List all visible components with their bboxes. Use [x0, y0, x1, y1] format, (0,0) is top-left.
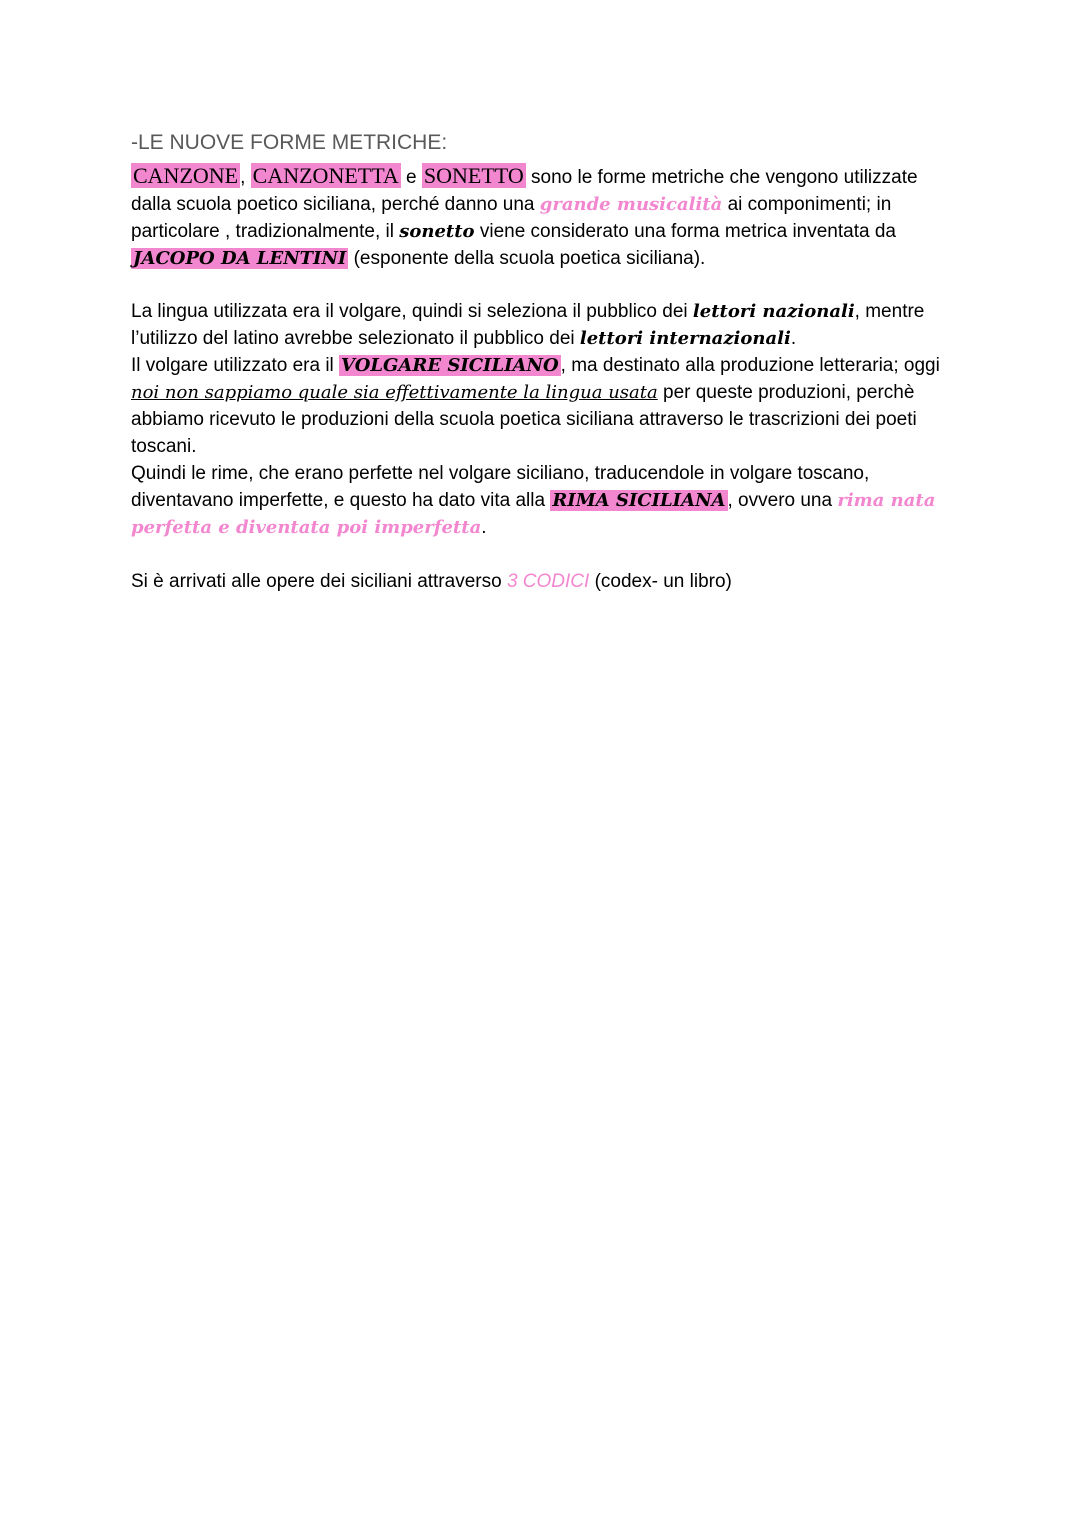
highlight-canzonetta: CANZONETTA — [252, 163, 399, 188]
text-run: , — [240, 167, 251, 188]
paragraph-metric-forms — [131, 162, 961, 272]
paragraph-codici — [131, 568, 961, 595]
paragraph-gap — [131, 272, 961, 298]
highlight-rima-siciliana: RIMA SICILIANA — [552, 490, 726, 511]
text-run: ai componimenti; in particolare , tradizionalmente, il — [131, 194, 892, 242]
text-run: sono le forme metriche che vengono utilizzate dalla scuola poetico siciliana, perché danno una — [131, 167, 918, 215]
text-run: , ma destinato alla produzione letteraria; oggi — [560, 355, 940, 376]
text-run: viene considerato una forma metrica inventata da — [474, 221, 896, 242]
text-run: Quindi le rime, che erano perfette nel volgare siciliano, traducendole in volgare toscano, diventavano imperfette, e questo ha dato vita alla — [131, 463, 870, 511]
highlight-sonetto: SONETTO — [423, 163, 524, 188]
text-run: Si è arrivati alle opere dei siciliani attraverso — [131, 571, 507, 592]
paragraph-rima — [131, 460, 961, 541]
underlined-statement: noi non sappiamo quale sia effettivamente la lingua usata — [131, 382, 658, 403]
highlight-canzone: CANZONE — [133, 163, 239, 188]
highlight-volgare-siciliano: VOLGARE SICILIANO — [341, 355, 559, 376]
text-run: (codex- un libro) — [589, 571, 732, 592]
section-heading: -LE NUOVE FORME METRICHE: — [131, 131, 448, 154]
text-run: e — [400, 167, 422, 188]
paragraph-language — [131, 298, 961, 352]
text-run: per queste produzioni, perchè abbiamo ricevuto le produzioni della scuola poetica siciliana attraverso le trascrizioni dei poeti toscani. — [131, 382, 917, 457]
text-run: , mentre l’utilizzo del latino avrebbe selezionato il pubblico dei — [131, 301, 925, 349]
text-run: Il volgare utilizzato era il — [131, 355, 340, 376]
text-run: . — [481, 517, 487, 538]
paragraph-volgare — [131, 352, 961, 460]
text-run: , ovvero una — [727, 490, 838, 511]
emphasis-rima-nata: rima nata perfetta e diventata poi imperfetta — [131, 490, 936, 538]
text-run: (esponente della scuola poetica siciliana). — [348, 248, 706, 269]
emphasis-sonetto: sonetto — [399, 221, 475, 242]
highlight-jacopo-da-lentini: JACOPO DA LENTINI — [133, 248, 347, 269]
paragraph-gap — [131, 541, 961, 568]
emphasis-lettori-internazionali: lettori internazionali — [579, 328, 791, 349]
emphasis-lettori-nazionali: lettori nazionali — [692, 301, 855, 322]
text-run: . — [790, 328, 797, 349]
document-page — [131, 128, 961, 595]
emphasis-3-codici: 3 CODICI — [506, 571, 590, 592]
text-run: La lingua utilizzata era il volgare, quindi si seleziona il pubblico dei — [131, 301, 693, 322]
emphasis-grande-musicalita: grande musicalità — [539, 194, 723, 215]
